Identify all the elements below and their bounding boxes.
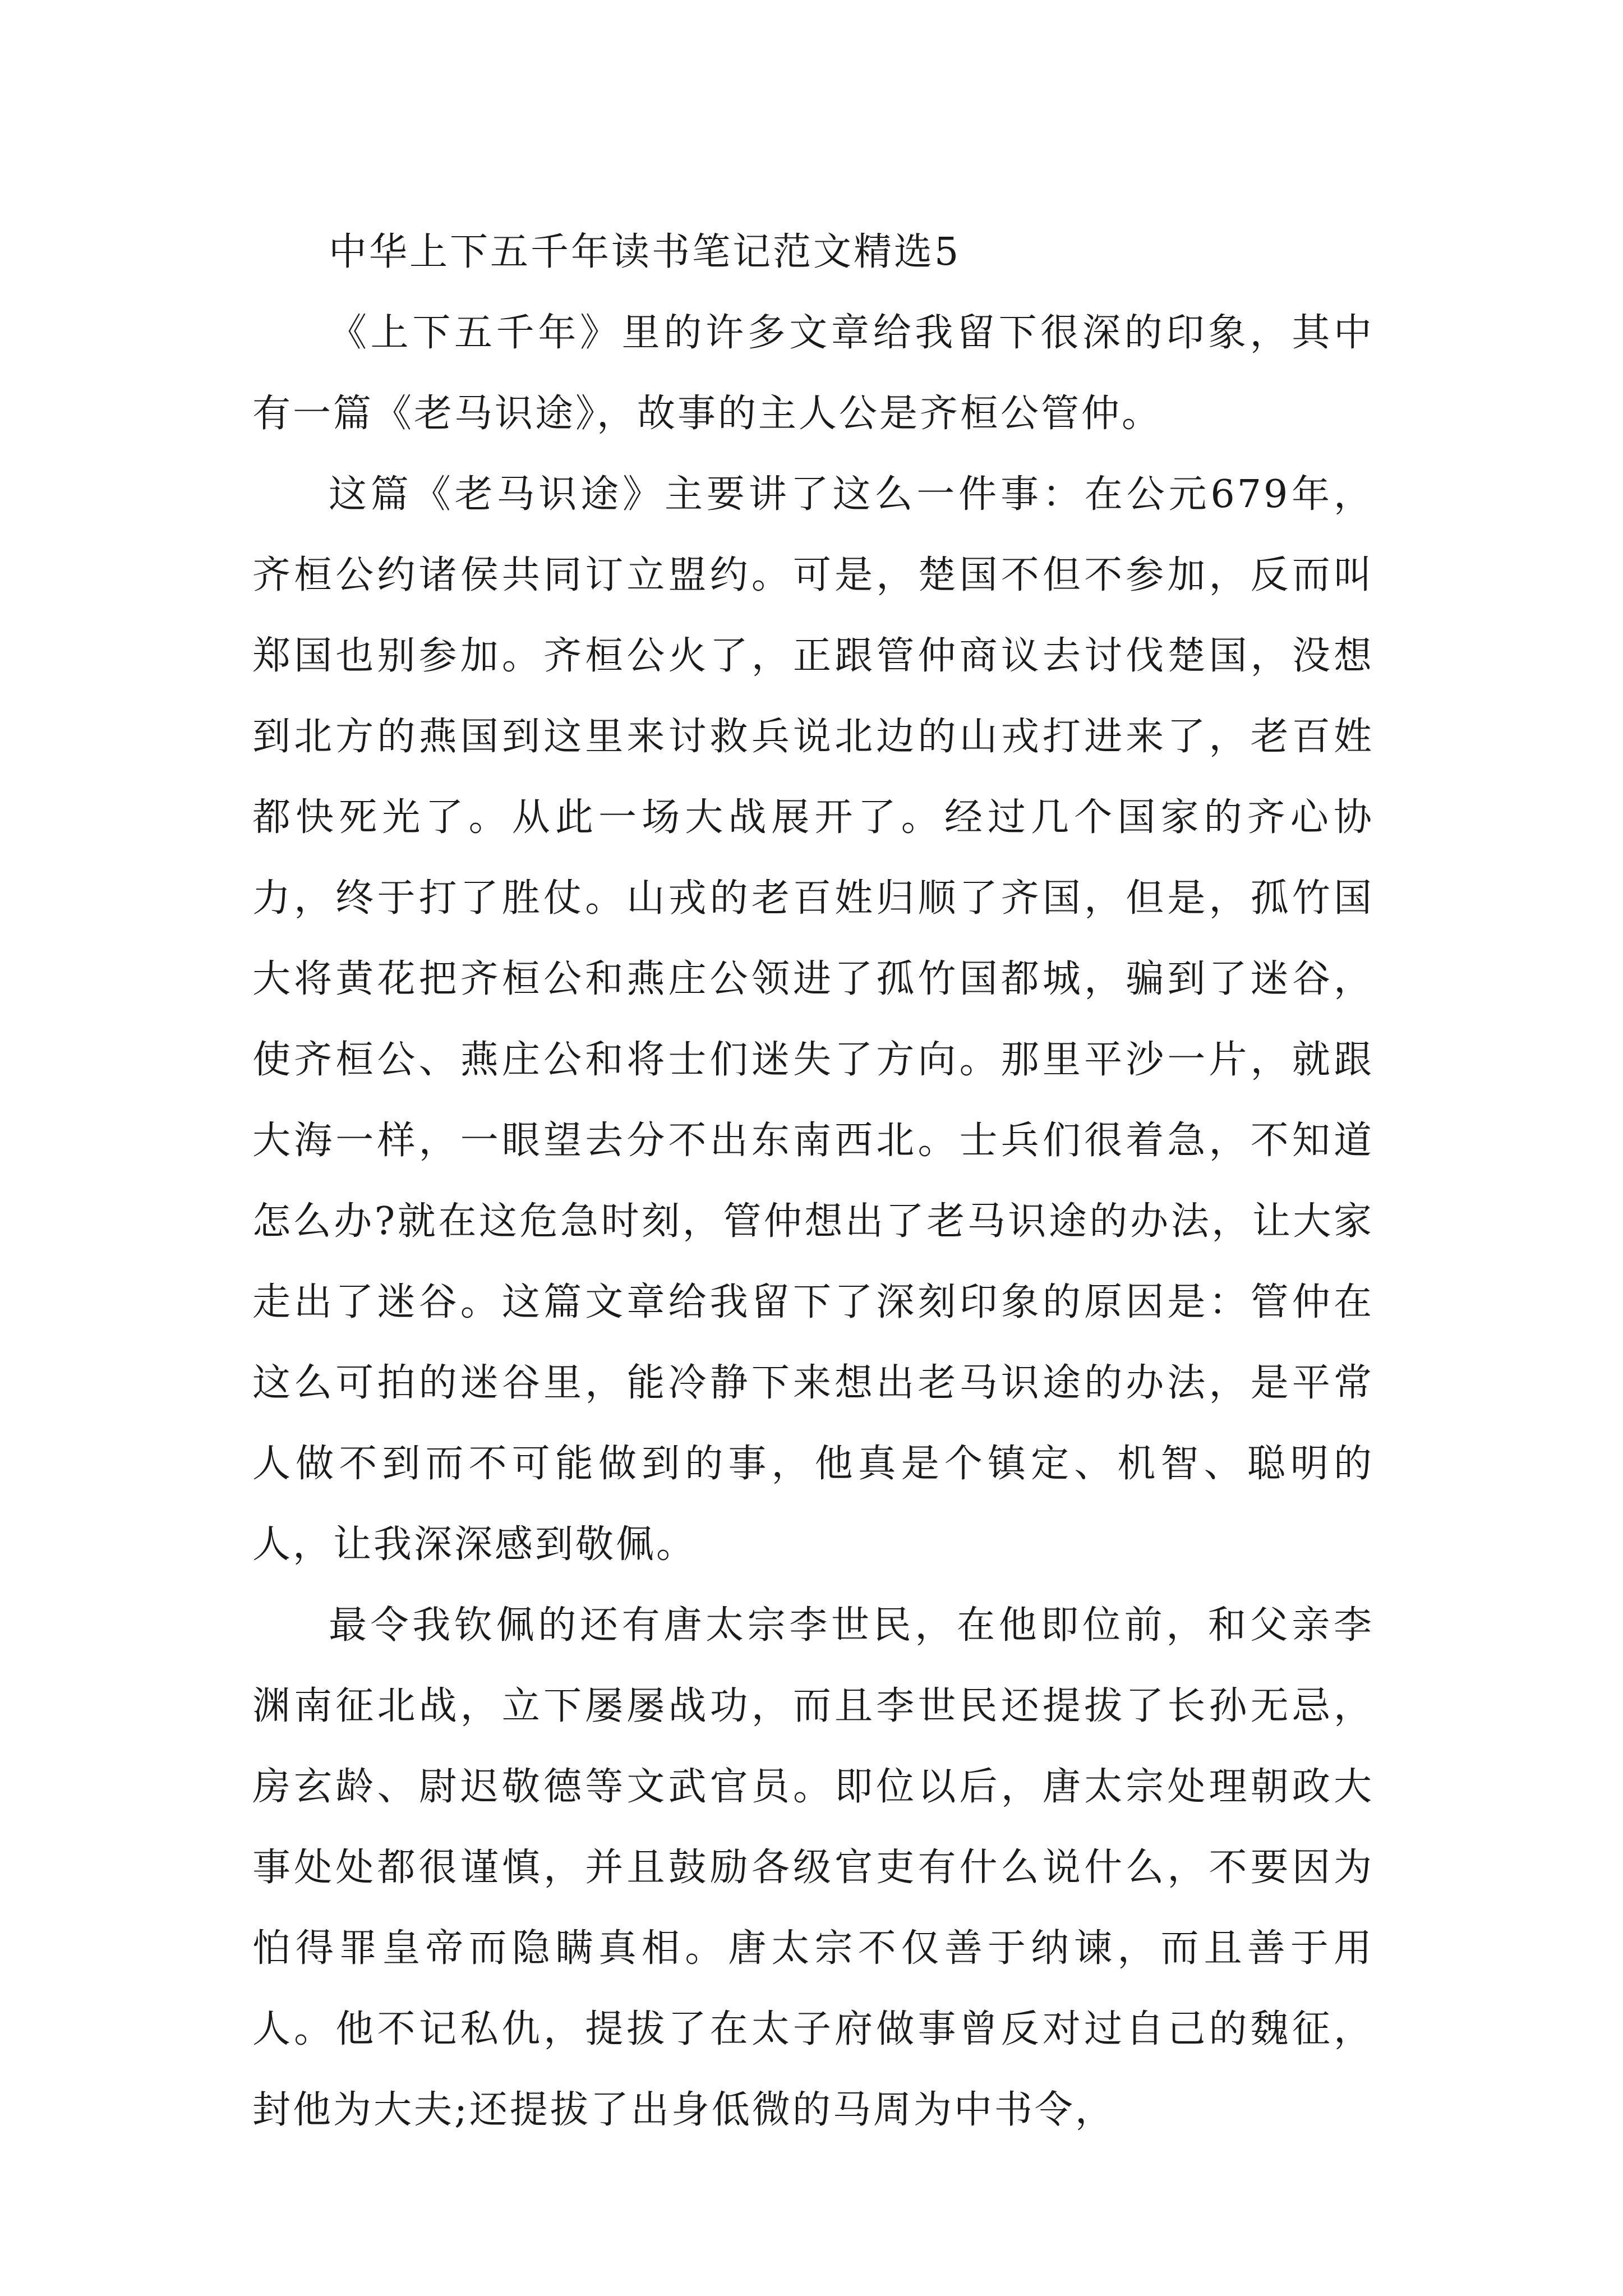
paragraph-3: 最令我钦佩的还有唐太宗李世民，在他即位前，和父亲李渊南征北战，立下屡屡战功，而且李世民还提拔了长孙无忌，房玄龄、尉迟敬德等文武官员。即位以后，唐太宗处理朝政大事处处都很谨慎，并且鼓励各级官吏有什么说什么，不要因为怕得罪皇帝而隐瞒真相。唐太宗不仅善于纳谏，而且善于用人。他不记私仇，提拔了在太子府做事曾反对过自己的魏征，封他为大夫;还提拔了出身低微的马周为中书令， — [252, 1603, 1374, 2132]
paragraph-1: 《上下五千年》里的许多文章给我留下很深的印象，其中有一篇《老马识途》，故事的主人公是齐桓公管仲。 — [252, 311, 1374, 436]
paragraph-2: 这篇《老马识途》主要讲了这么一件事：在公元679年，齐桓公约诸侯共同订立盟约。可是，楚国不但不参加，反而叫郑国也别参加。齐桓公火了，正跟管仲商议去讨伐楚国，没想到北方的燕国到这里来讨救兵说北边的山戎打进来了，老百姓都快死光了。从此一场大战展开了。经过几个国家的齐心协力，终于打了胜仗。山戎的老百姓归顺了齐国，但是，孤竹国大将黄花把齐桓公和燕庄公领进了孤竹国都城，骗到了迷谷，使齐桓公、燕庄公和将士们迷失了方向。那里平沙一片，就跟大海一样，一眼望去分不出东南西北。士兵们很着急，不知道怎么办?就在这危急时刻，管仲想出了老马识途的办法，让大家走出了迷谷。这篇文章给我留下了深刻印象的原因是：管仲在这么可拍的迷谷里，能冷静下来想出老马识途的办法，是平常人做不到而不可能做到的事，他真是个镇定、机智、聪明的人，让我深深感到敬佩。 — [252, 472, 1374, 1567]
document-body — [252, 212, 1374, 2151]
document-title: 中华上下五千年读书笔记范文精选5 — [329, 230, 961, 274]
